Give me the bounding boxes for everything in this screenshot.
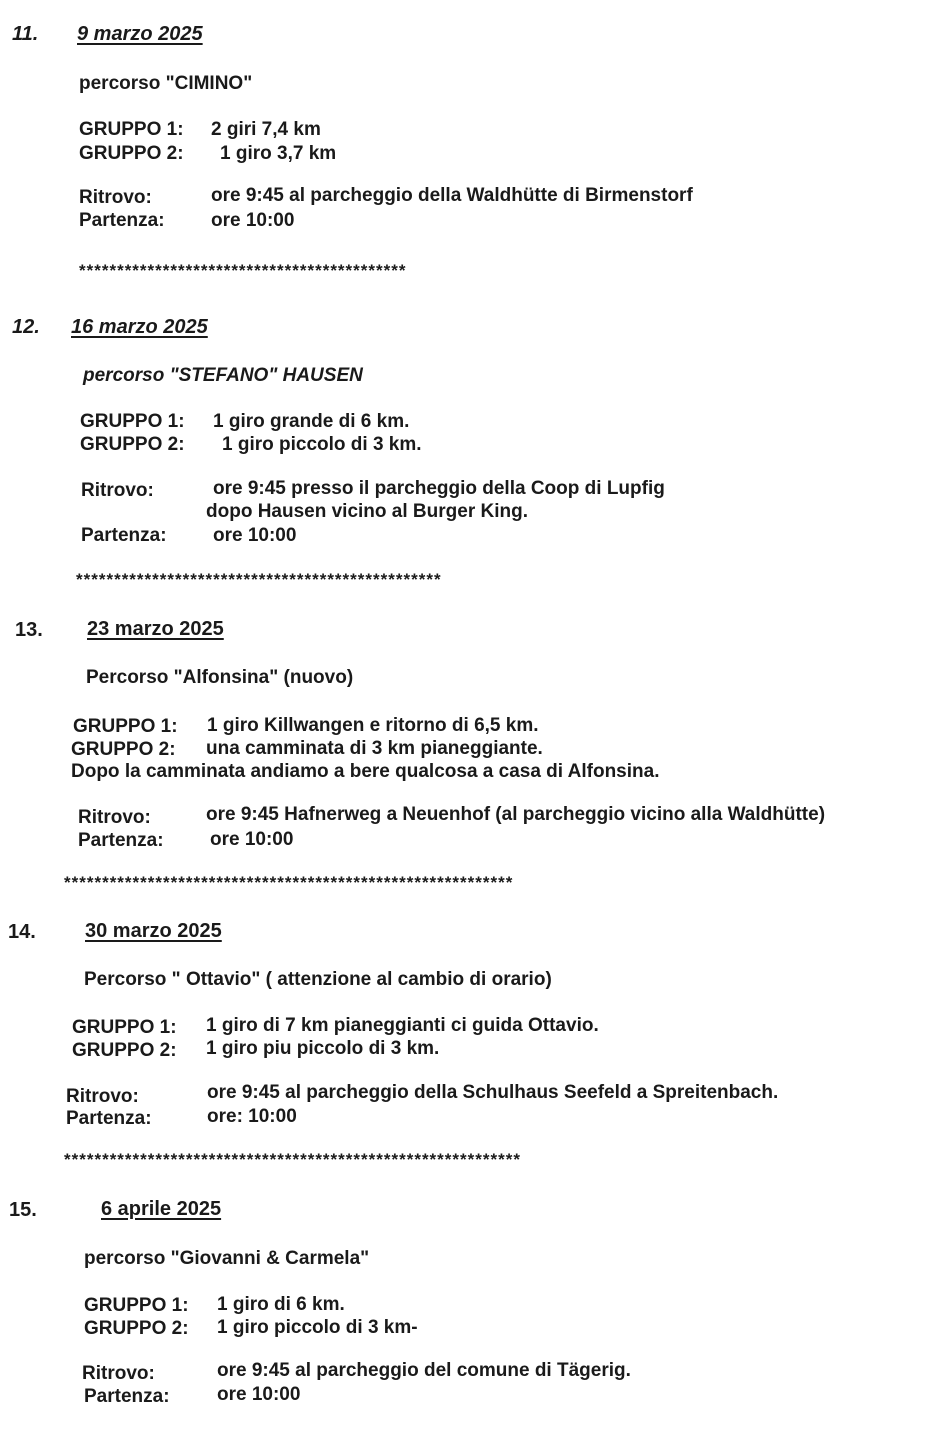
- note: Dopo la camminata andiamo a bere qualcosa a casa di Alfonsina.: [71, 761, 660, 782]
- meet-value-line2: dopo Hausen vicino al Burger King.: [206, 501, 528, 522]
- meet-value: ore 9:45 al parcheggio della Waldhütte di Birmenstorf: [211, 185, 693, 206]
- group1-label: GRUPPO 1:: [73, 716, 178, 737]
- start-value: ore 10:00: [210, 829, 294, 850]
- entry-date: 16 marzo 2025: [71, 316, 208, 338]
- route-title: percorso "CIMINO": [79, 73, 253, 94]
- group2-label: GRUPPO 2:: [71, 739, 176, 760]
- group1-label: GRUPPO 1:: [80, 411, 185, 432]
- group2-value: 1 giro piccolo di 3 km-: [217, 1317, 418, 1338]
- entry-number: 13.: [15, 619, 43, 641]
- meet-label: Ritrovo:: [66, 1086, 139, 1107]
- entry-number: 14.: [8, 921, 36, 943]
- meet-value: ore 9:45 presso il parcheggio della Coop di Lupfig: [213, 478, 665, 499]
- group1-label: GRUPPO 1:: [79, 119, 184, 140]
- start-label: Partenza:: [79, 210, 165, 231]
- entry-number: 12.: [12, 316, 40, 338]
- entry-date: 30 marzo 2025: [85, 920, 222, 942]
- group2-value: 1 giro piccolo di 3 km.: [222, 434, 422, 455]
- entry-date: 6 aprile 2025: [101, 1198, 222, 1220]
- group2-label: GRUPPO 2:: [80, 434, 185, 455]
- group1-value: 1 giro di 6 km.: [217, 1294, 345, 1315]
- meet-label: Ritrovo:: [78, 807, 151, 828]
- group2-value: 1 giro piu piccolo di 3 km.: [206, 1038, 440, 1059]
- start-label: Partenza:: [84, 1386, 170, 1407]
- group2-value: 1 giro 3,7 km: [220, 143, 337, 164]
- group1-value: 1 giro grande di 6 km.: [213, 411, 410, 432]
- meet-value: ore 9:45 al parcheggio della Schulhaus Seefeld a Spreitenbach.: [207, 1082, 779, 1103]
- meet-label: Ritrovo:: [82, 1363, 155, 1384]
- group2-label: GRUPPO 2:: [72, 1040, 177, 1061]
- separator: ************************************************************: [64, 1150, 521, 1169]
- start-label: Partenza:: [66, 1108, 152, 1129]
- group2-label: GRUPPO 2:: [79, 143, 184, 164]
- entry-number: 11.: [12, 23, 39, 45]
- entry-date: 23 marzo 2025: [87, 618, 224, 640]
- start-label: Partenza:: [81, 525, 167, 546]
- group1-value: 1 giro di 7 km pianeggianti ci guida Ottavio.: [206, 1015, 599, 1036]
- entry-number: 15.: [9, 1199, 37, 1221]
- start-value: ore 10:00: [217, 1384, 301, 1405]
- start-value: ore 10:00: [213, 525, 297, 546]
- start-value: ore 10:00: [211, 210, 295, 231]
- meet-label: Ritrovo:: [81, 480, 154, 501]
- group1-label: GRUPPO 1:: [72, 1017, 177, 1038]
- separator: *******************************************: [79, 261, 407, 280]
- group1-label: GRUPPO 1:: [84, 1295, 189, 1316]
- group1-value: 2 giri 7,4 km: [211, 119, 321, 140]
- meet-value: ore 9:45 Hafnerweg a Neuenhof (al parcheggio vicino alla Waldhütte): [206, 804, 826, 825]
- entry-date: 9 marzo 2025: [77, 23, 203, 45]
- route-title: Percorso "Alfonsina" (nuovo): [86, 667, 354, 688]
- route-title: percorso "Giovanni & Carmela": [84, 1248, 370, 1269]
- separator: ************************************************: [76, 570, 442, 589]
- group1-value: 1 giro Killwangen e ritorno di 6,5 km.: [207, 715, 539, 736]
- route-title: Percorso " Ottavio" ( attenzione al cambio di orario): [84, 969, 552, 990]
- start-label: Partenza:: [78, 830, 164, 851]
- separator: ***********************************************************: [64, 873, 514, 892]
- route-title: percorso "STEFANO" HAUSEN: [83, 365, 363, 386]
- group2-value: una camminata di 3 km pianeggiante.: [206, 738, 543, 759]
- meet-value: ore 9:45 al parcheggio del comune di Tägerig.: [217, 1360, 631, 1381]
- group2-label: GRUPPO 2:: [84, 1318, 189, 1339]
- meet-label: Ritrovo:: [79, 187, 152, 208]
- start-value: ore: 10:00: [207, 1106, 297, 1127]
